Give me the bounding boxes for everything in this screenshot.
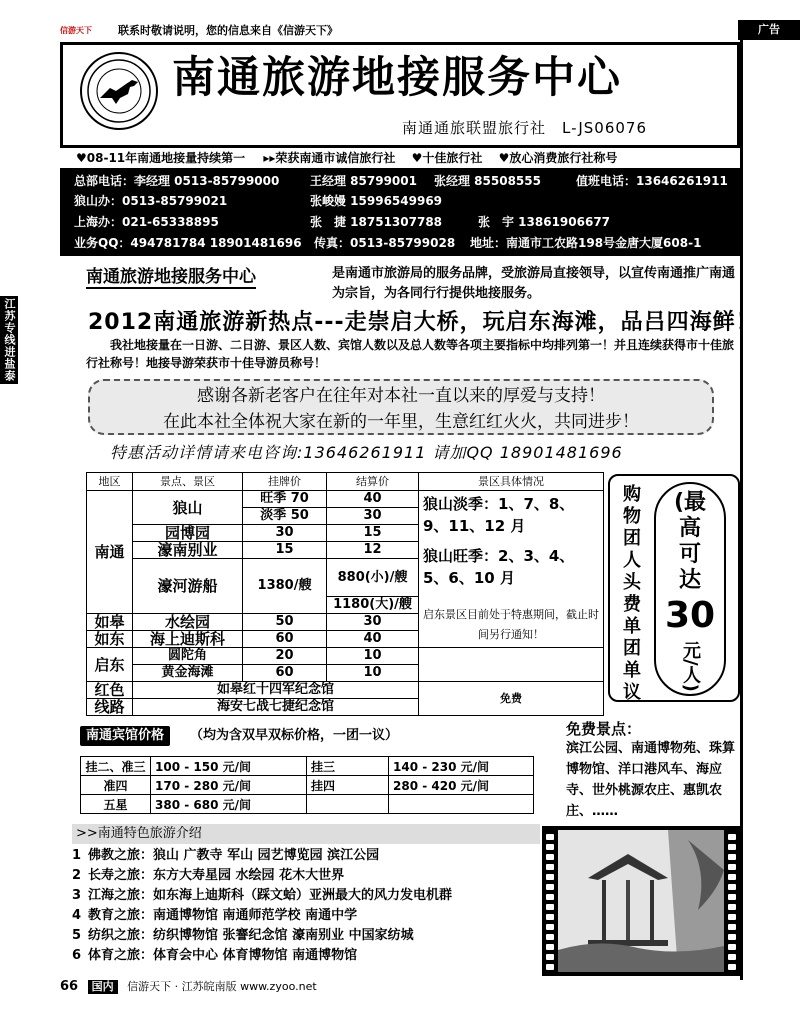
list-item	[72, 846, 542, 866]
list-price: 20	[243, 648, 327, 665]
contact-zhang-junman: 张峻嫚 15996549969	[310, 194, 443, 208]
col-header: 景区具体情况	[419, 473, 604, 491]
spot-cell: 海上迪斯科	[133, 631, 243, 648]
spot-cell: 园博园	[133, 525, 243, 542]
heart-icon: ♥	[498, 151, 510, 165]
hotel-grade: 挂四	[307, 776, 389, 795]
honor-item: 荣获南通市诚信旅行社	[275, 151, 396, 165]
shopping-box	[608, 474, 740, 702]
area-cell: 南通	[87, 491, 133, 614]
thanks-box	[88, 379, 714, 435]
hotel-price: 170 - 280 元/间	[151, 776, 307, 795]
qidong-note: 启东景区目前处于特惠期间，截止时间另行通知！	[423, 608, 599, 641]
hotel-price: 280 - 420 元/间	[389, 776, 534, 795]
contact-row	[74, 211, 734, 233]
spot-cell: 圆陀角	[133, 648, 243, 665]
settle-price: 10	[327, 648, 419, 665]
honors-row	[76, 149, 740, 167]
spot-cell: 濠南别业	[133, 542, 243, 559]
area-cell: 如皋	[87, 614, 133, 631]
page-title: 南通旅游地接服务中心	[172, 53, 622, 103]
top-notice: 联系时敬请说明，您的信息来自《信游天下》	[118, 24, 338, 37]
honor-item: 十佳旅行社	[422, 151, 483, 165]
heart-icon: ♥	[411, 151, 423, 165]
features-heading: >>南通特色旅游介绍	[72, 824, 540, 844]
hotel-price: 100 - 150 元/间	[151, 757, 307, 776]
tour-spots: 体育会中心 体育博物馆 南通博物馆	[153, 948, 358, 963]
max-amount-badge	[654, 482, 726, 696]
list-price: 淡季 50	[243, 508, 327, 525]
settle-price: 40	[327, 491, 419, 508]
free-spots-list: 滨江公园、南通博物苑、珠算博物馆、洋口港风车、海应寺、世外桃源农庄、惠凯农庄、……	[566, 741, 736, 819]
tour-number: 5	[72, 928, 82, 943]
horse-logo-icon	[80, 52, 158, 130]
list-item	[72, 906, 542, 926]
shanghai-office: 上海办：021-65338895	[74, 215, 219, 229]
tour-number: 1	[72, 848, 82, 863]
list-price: 50	[243, 614, 327, 631]
spot-cell: 黄金海滩	[133, 665, 243, 682]
settle-price: 880(小)/艘	[327, 559, 419, 597]
table-row	[81, 795, 534, 814]
tour-list	[72, 846, 542, 966]
duty-phone: 值班电话：13646261911	[576, 174, 728, 188]
contact-row	[74, 232, 734, 254]
tour-spots: 如东海上迪斯科（踩文蛤）亚洲最大的风力发电机群	[153, 888, 453, 903]
tour-number: 6	[72, 948, 82, 963]
langshan-high-season: 狼山旺季：2、3、4、5、6、10 月	[423, 547, 575, 587]
col-header: 地区	[87, 473, 133, 491]
table-row	[81, 757, 534, 776]
spot-cell: 如皋红十四军纪念馆	[133, 682, 419, 699]
tour-label: 体育之旅：	[88, 948, 154, 963]
col-header: 结算价	[327, 473, 419, 491]
honor-item: 08-11年南通地接量持续第一	[86, 151, 246, 165]
section-heading: 南通旅游地接服务中心	[86, 262, 256, 289]
blank-cell	[419, 648, 604, 682]
business-qq: 业务QQ：494781784 18901481696	[74, 236, 302, 250]
max-text: (最	[673, 490, 707, 515]
contact-row	[74, 190, 734, 212]
spot-cell: 水绘园	[133, 614, 243, 631]
tour-label: 教育之旅：	[88, 908, 154, 923]
area-cell: 线路	[87, 699, 133, 716]
tour-spots: 纺织博物馆 张謇纪念馆 濠南别业 中国家纺城	[153, 928, 414, 943]
footer	[60, 976, 740, 998]
list-price: 60	[243, 631, 327, 648]
spot-cell: 海安七战七捷纪念馆	[133, 699, 419, 716]
section-description: 是南通市旅游局的服务品牌，受旅游局直接领导，以宣传南通推广南通为宗旨，为各同行行提供地接服务。	[332, 266, 736, 301]
film-holes	[545, 830, 555, 972]
table-row	[87, 648, 604, 665]
photo-frame	[558, 830, 724, 972]
settle-price: 10	[327, 665, 419, 682]
free-cell: 免费	[419, 682, 604, 716]
address: 地址：南通市工农路198号金唐大厦608-1	[470, 236, 702, 250]
horse-logo-svg	[86, 58, 152, 124]
hot-title: 2012南通旅游新热点---走崇启大桥，玩启东海滩，品吕四海鲜！	[88, 310, 759, 335]
film-holes	[727, 830, 737, 972]
hq-phone: 总部电话：李经理 0513-85799000	[74, 174, 280, 188]
tour-number: 2	[72, 868, 82, 883]
shopping-label: 购物团人头费单团单议	[623, 484, 641, 703]
intro-text: 我社地接量在一日游、二日游、景区人数、宾馆人数以及总人数等各项主要指标中均排列第一！并且连续获得市十佳旅行社称号！地接导游荣获市十佳导游员称号！	[86, 338, 735, 370]
tour-label: 纺织之旅：	[88, 928, 154, 943]
hotel-note: （均为含双早双标价格，一团一议）	[190, 728, 399, 743]
pavilion-photo	[542, 826, 740, 976]
settle-price: 12	[327, 542, 419, 559]
hotel-price: 380 - 680 元/间	[151, 795, 307, 814]
top-notice-bar	[60, 22, 800, 40]
list-item	[72, 866, 542, 886]
hotel-grade: 准四	[81, 776, 151, 795]
hotel-grade	[307, 795, 389, 814]
amount-unit: 元/人)	[680, 640, 701, 692]
table-header-row	[87, 473, 604, 491]
settle-price: 15	[327, 525, 419, 542]
col-header: 挂牌价	[243, 473, 327, 491]
tour-label: 长寿之旅：	[88, 868, 154, 883]
max-text: 达	[678, 568, 701, 593]
tour-spots: 南通博物馆 南通师范学校 南通中学	[153, 908, 358, 923]
area-cell: 启东	[87, 648, 133, 682]
table-row	[81, 776, 534, 795]
hotel-heading: 南通宾馆价格	[80, 726, 170, 746]
hotel-price: 140 - 230 元/间	[389, 757, 534, 776]
tour-spots: 狼山 广教寺 军山 园艺博览园 滨江公园	[153, 848, 380, 863]
thanks-line: 感谢各新老客户在往年对本社一直以来的厚爱与支持！	[197, 386, 605, 406]
promo-line: 特惠活动详情请来电咨询:13646261911 请加QQ 18901481696	[110, 443, 623, 462]
pavilion-icon	[558, 830, 724, 972]
max-text: 高	[678, 516, 701, 541]
heart-icon: ♥	[76, 151, 87, 165]
area-cell: 如东	[87, 631, 133, 648]
table-row	[87, 491, 604, 508]
manager-zhang: 张经理 85508555	[434, 174, 541, 188]
hotel-grade: 五星	[81, 795, 151, 814]
details-cell	[419, 491, 604, 648]
fax: 传真：0513-85799028	[314, 236, 456, 250]
agency-subtitle: 南通通旅联盟旅行社 L-JS06076	[402, 119, 648, 137]
list-item	[72, 886, 542, 906]
max-text: 可	[678, 542, 701, 567]
list-price: 15	[243, 542, 327, 559]
tour-number: 4	[72, 908, 82, 923]
list-price: 30	[243, 525, 327, 542]
list-price: 1380/艘	[243, 559, 327, 614]
contact-zhang-yu: 张 宇 13861906677	[478, 215, 611, 229]
contact-row	[74, 170, 734, 192]
settle-price: 30	[327, 508, 419, 525]
spot-cell: 狼山	[133, 491, 243, 525]
amount-30: 30	[664, 595, 716, 636]
settle-price: 30	[327, 614, 419, 631]
right-border-line	[740, 40, 743, 980]
list-price: 60	[243, 665, 327, 682]
hotel-grade: 挂二、准三	[81, 757, 151, 776]
arrow-icon: ▸▸	[263, 151, 276, 165]
mini-logo: 信游天下	[60, 26, 92, 35]
area-cell: 红色	[87, 682, 133, 699]
contact-zhang-jie: 张 捷 18751307788	[310, 215, 443, 229]
contact-panel	[60, 168, 740, 256]
hotel-price	[389, 795, 534, 814]
footer-text: 信游天下 · 江苏皖南版 www.zyoo.net	[127, 980, 317, 993]
price-table	[86, 472, 604, 716]
settle-price: 40	[327, 631, 419, 648]
side-tab: 江苏专线进盐泰	[0, 296, 18, 384]
tour-label: 佛教之旅：	[88, 848, 154, 863]
manager-wang: 王经理 85799001	[310, 174, 417, 188]
honor-item: 放心消费旅行社称号	[509, 151, 618, 165]
langshan-office: 狼山办：0513-85799021	[74, 194, 228, 208]
section-tag: 国内	[88, 980, 118, 994]
list-price: 旺季 70	[243, 491, 327, 508]
tour-label: 江海之旅：	[88, 888, 154, 903]
thanks-line: 在此本社全体祝大家在新的一年里，生意红红火火，共同进步！	[163, 412, 639, 432]
langshan-low-season: 狼山淡季：1、7、8、9、11、12 月	[423, 495, 575, 535]
col-header: 景点、景区	[133, 473, 243, 491]
page-number: 66	[60, 979, 79, 994]
table-row	[87, 682, 604, 699]
tour-number: 3	[72, 888, 82, 903]
list-item	[72, 946, 542, 966]
ad-label: 广告	[738, 20, 800, 40]
list-item	[72, 926, 542, 946]
tour-spots: 东方大寿星园 水绘园 花木大世界	[153, 868, 345, 883]
spot-cell: 濠河游船	[133, 559, 243, 614]
settle-price: 1180(大)/艘	[327, 597, 419, 614]
hotel-table	[80, 756, 534, 814]
hotel-grade: 挂三	[307, 757, 389, 776]
free-spots-heading: 免费景点：	[566, 720, 642, 738]
